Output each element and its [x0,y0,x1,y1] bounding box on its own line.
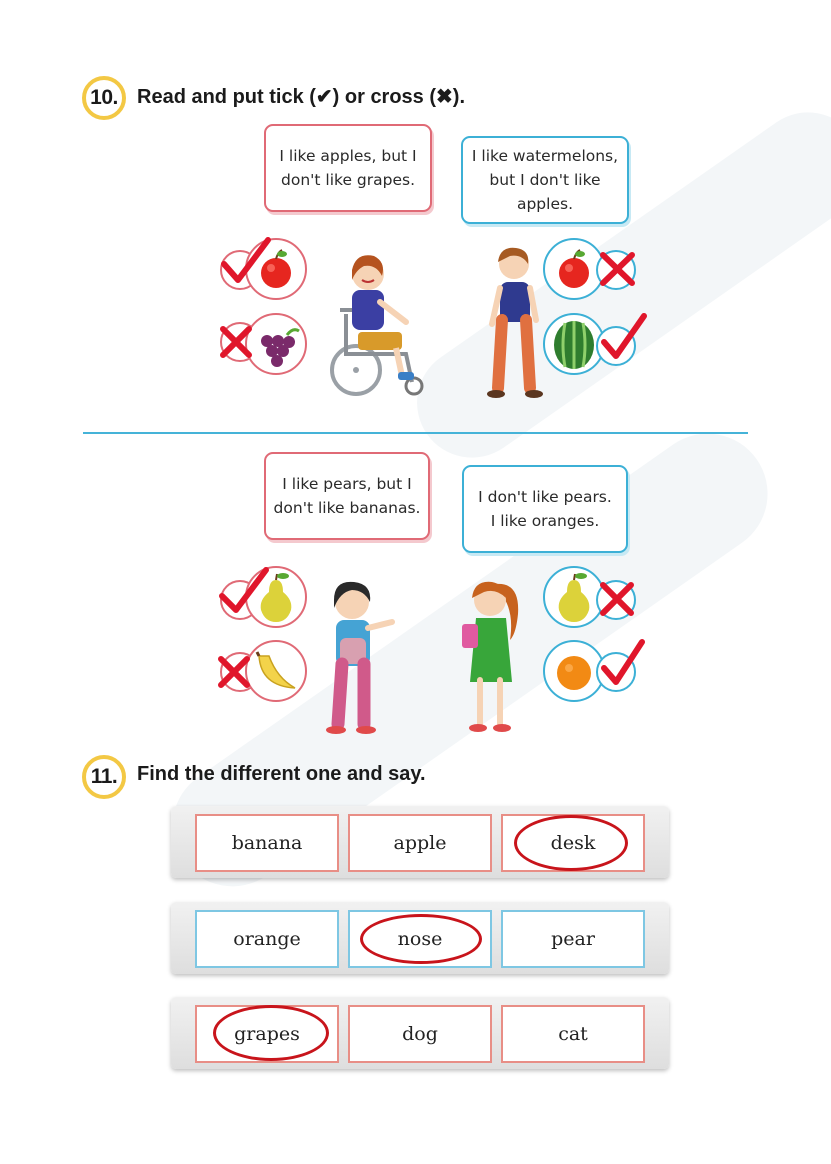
word-row [171,806,669,878]
speech-text: I like pears, but I don't like bananas. [273,475,421,517]
word-card[interactable] [501,1005,645,1063]
cross-icon [598,250,638,288]
word-text: cat [558,1023,588,1045]
tick-icon [220,236,272,286]
word-card[interactable] [195,814,339,872]
orange-icon [545,642,603,700]
girl-in-wheelchair-illustration [316,244,432,404]
tick-icon [600,638,646,688]
exercise-11-number: 11. [82,755,126,799]
exercise-11-title: Find the different one and say. [137,763,426,785]
apple-icon [545,240,603,298]
answer-circle [213,1005,329,1061]
word-text: orange [233,928,301,950]
word-row [171,902,669,974]
word-card[interactable] [348,1005,492,1063]
speech-bubble [461,136,629,224]
speech-text: I like watermelons, but I don't like apples. [471,147,619,213]
word-text: pear [551,928,595,950]
word-text: dog [402,1023,438,1045]
word-row [171,997,669,1069]
grapes-icon [247,315,305,373]
boy-talking-illustration [322,576,402,740]
tick-icon [218,566,270,616]
cross-icon [216,654,252,690]
banana-icon [247,642,305,700]
exercise-10-number: 10. [82,76,126,120]
fruit-circle [245,640,307,702]
speech-bubble [264,124,432,212]
speech-bubble [264,452,430,540]
speech-text: I like apples, but I don't like grapes. [279,147,417,189]
boy-standing-illustration [482,242,552,404]
watermelon-icon [545,315,603,373]
answer-circle [360,914,482,964]
word-card[interactable] [501,910,645,968]
section-divider [83,432,748,434]
word-card[interactable] [348,814,492,872]
word-text: grapes [234,1023,300,1045]
girl-holding-book-illustration [458,574,528,738]
word-text: nose [397,928,443,950]
word-text: banana [231,832,303,854]
exercise-10-title: Read and put tick (✔) or cross (✖). [137,86,465,108]
word-text: desk [550,832,596,854]
fruit-circle [245,313,307,375]
pear-icon [545,568,603,626]
speech-bubble [462,465,628,553]
answer-circle [514,815,628,871]
speech-text: I don't like pears. I like oranges. [478,488,612,530]
cross-icon [218,324,254,360]
word-card[interactable] [195,910,339,968]
word-text: apple [393,832,447,854]
tick-icon [600,312,648,362]
cross-icon [598,580,636,618]
